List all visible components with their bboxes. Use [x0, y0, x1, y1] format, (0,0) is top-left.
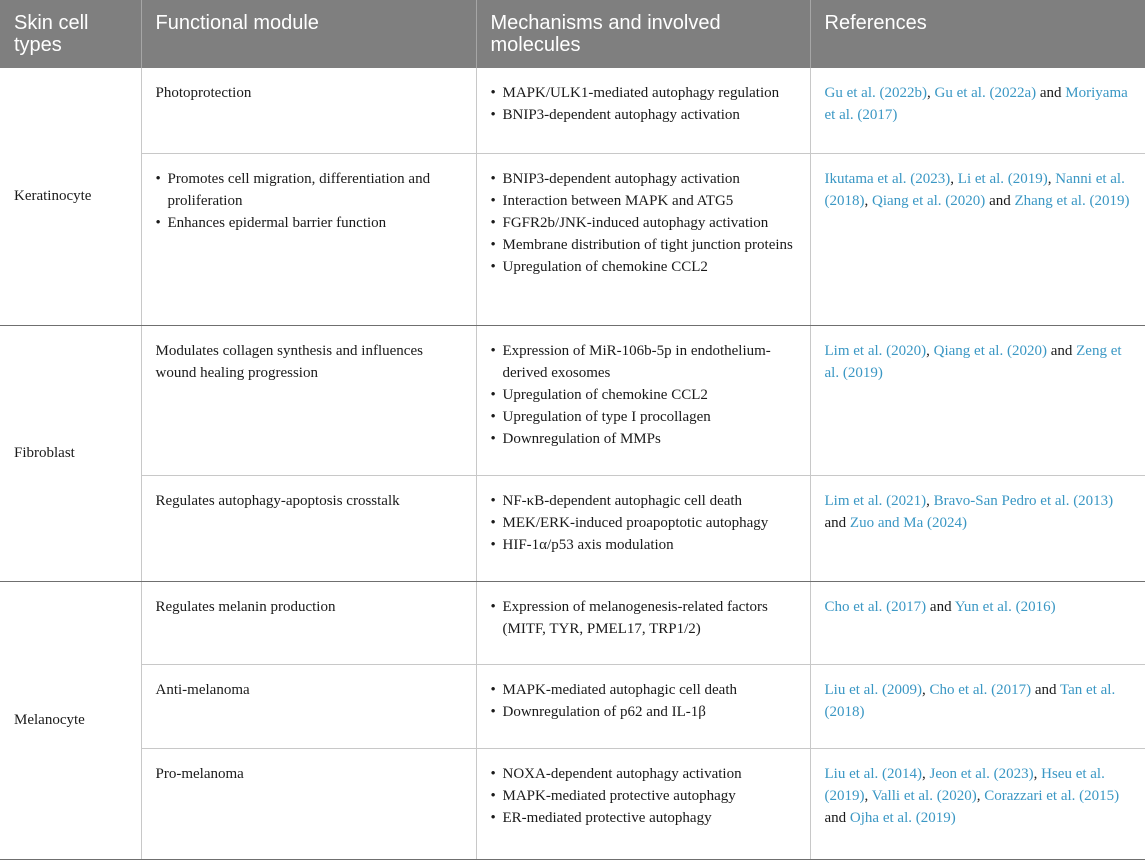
header-functional-module: Functional module [141, 0, 476, 68]
functional-module-cell [141, 475, 476, 581]
mechanism-item: • BNIP3-dependent autophagy activation [491, 104, 796, 126]
reference-link[interactable]: Corazzari et al. (2015) [984, 787, 1120, 804]
reference-separator: , [926, 492, 934, 509]
mechanism-item: • Upregulation of chemokine CCL2 [491, 384, 796, 406]
functional-module-cell [141, 325, 476, 475]
mechanisms-cell [476, 325, 810, 475]
reference-link[interactable]: Qiang et al. (2020) [933, 342, 1047, 359]
references-cell [810, 581, 1145, 664]
table-row [0, 153, 1145, 325]
mechanisms-cell [476, 748, 810, 859]
mechanism-list [491, 679, 796, 723]
table-row [0, 475, 1145, 581]
reference-separator: and [1031, 681, 1061, 698]
reference-link[interactable]: Ojha et al. (2019) [849, 809, 956, 826]
reference-link[interactable]: Yun et al. (2016) [954, 598, 1056, 615]
table-row [0, 581, 1145, 664]
mechanism-list [491, 763, 796, 829]
table-row [0, 68, 1145, 153]
mechanism-item: • FGFR2b/JNK-induced autophagy activation [491, 212, 796, 234]
table-body [0, 68, 1145, 859]
reference-separator: , [926, 85, 935, 101]
module-item: • Promotes cell migration, differentiation and proliferation [156, 168, 462, 212]
mechanism-item: • Downregulation of MMPs [491, 428, 796, 450]
reference-separator: , [921, 681, 930, 698]
reference-link[interactable]: Lim et al. (2020) [824, 342, 927, 359]
module-text: Anti-melanoma [155, 681, 250, 698]
mechanism-item: • NF-κB-dependent autophagic cell death [491, 490, 796, 512]
mechanism-list [491, 168, 796, 278]
reference-link[interactable]: Li et al. (2019) [957, 170, 1048, 187]
functional-module-cell [141, 581, 476, 664]
reference-separator: and [1036, 85, 1066, 101]
reference-link[interactable]: Nanni et al. (2018) [824, 170, 1125, 209]
references-cell [810, 68, 1145, 153]
mechanism-item: • MAPK/ULK1-mediated autophagy regulation [491, 82, 796, 104]
mechanisms-cell [476, 68, 810, 153]
reference-link[interactable]: Jeon et al. (2023) [929, 765, 1034, 782]
reference-link[interactable]: Valli et al. (2020) [871, 787, 977, 804]
mechanism-item: • NOXA-dependent autophagy activation [491, 763, 796, 785]
reference-link[interactable]: Tan et al. (2018) [824, 681, 1116, 720]
functional-module-cell [141, 153, 476, 325]
header-references: References [810, 0, 1145, 68]
reference-separator: , [926, 342, 934, 359]
reference-separator: and [824, 514, 850, 531]
reference-link[interactable]: Qiang et al. (2020) [872, 192, 986, 209]
functional-module-cell [141, 748, 476, 859]
mechanisms-cell [476, 581, 810, 664]
table-row [0, 325, 1145, 475]
reference-link[interactable]: Ikutama et al. (2023) [824, 170, 951, 187]
reference-link[interactable]: Gu et al. (2022b) [824, 85, 927, 101]
reference-separator: , [1033, 765, 1042, 782]
mechanism-item: • HIF-1α/p53 axis modulation [491, 534, 796, 556]
mechanism-item: • Upregulation of type I procollagen [491, 406, 796, 428]
table-row [0, 748, 1145, 859]
mechanism-item: • Expression of melanogenesis-related factors (MITF, TYR, PMEL17, TRP1/2) [491, 596, 796, 640]
reference-separator: and [1046, 342, 1077, 359]
table-row [0, 664, 1145, 748]
reference-separator: , [864, 192, 872, 209]
reference-link[interactable]: Bravo-San Pedro et al. (2013) [933, 492, 1114, 509]
reference-separator: and [985, 192, 1015, 209]
references-cell [810, 325, 1145, 475]
reference-link[interactable]: Hseu et al. (2019) [824, 765, 1105, 804]
header-skin-cell-types: Skin cell types [0, 0, 141, 68]
mechanism-item: • Upregulation of chemokine CCL2 [491, 256, 796, 278]
reference-link[interactable]: Zhang et al. (2019) [1014, 192, 1130, 209]
reference-separator: , [1047, 170, 1056, 187]
header-mechanisms: Mechanisms and involved molecules [476, 0, 810, 68]
mechanism-item: • MAPK-mediated autophagic cell death [491, 679, 796, 701]
reference-separator: and [926, 598, 955, 615]
mechanism-item: • Downregulation of p62 and IL-1β [491, 701, 796, 723]
module-text: Regulates autophagy-apoptosis crosstalk [155, 492, 400, 509]
mechanism-list [491, 82, 796, 126]
references-cell [810, 664, 1145, 748]
reference-separator: , [921, 765, 930, 782]
functional-module-cell [141, 68, 476, 153]
mechanism-item: • MEK/ERK-induced proapoptotic autophagy [491, 512, 796, 534]
reference-link[interactable]: Zeng et al. (2019) [824, 342, 1122, 381]
references-cell [810, 748, 1145, 859]
reference-link[interactable]: Liu et al. (2009) [824, 681, 922, 698]
mechanism-item: • Interaction between MAPK and ATG5 [491, 190, 796, 212]
module-text: Photoprotection [155, 85, 252, 101]
mechanism-item: • Expression of MiR-106b-5p in endothelium-derived exosomes [491, 340, 796, 384]
mechanism-item: • ER-mediated protective autophagy [491, 807, 796, 829]
mechanism-list [491, 490, 796, 556]
reference-separator: and [824, 809, 850, 826]
module-list [156, 168, 462, 234]
reference-separator: , [976, 787, 985, 804]
reference-link[interactable]: Lim et al. (2021) [824, 492, 927, 509]
module-item: • Enhances epidermal barrier function [156, 212, 462, 234]
mechanism-list [491, 340, 796, 450]
reference-link[interactable]: Liu et al. (2014) [824, 765, 922, 782]
reference-separator: , [950, 170, 958, 187]
functional-module-cell [141, 664, 476, 748]
cell-type-fibroblast: Fibroblast [0, 325, 141, 581]
mechanisms-cell [476, 153, 810, 325]
header-row [0, 0, 1145, 68]
reference-link[interactable]: Gu et al. (2022a) [934, 85, 1037, 101]
reference-link[interactable]: Cho et al. (2017) [824, 598, 927, 615]
references-cell [810, 475, 1145, 581]
module-text: Modulates collagen synthesis and influences wound healing progression [155, 342, 423, 381]
reference-link[interactable]: Zuo and Ma (2024) [849, 514, 967, 531]
reference-link[interactable]: Moriyama et al. (2017) [824, 85, 1128, 123]
cell-type-melanocyte: Melanocyte [0, 581, 141, 859]
reference-separator: , [864, 787, 872, 804]
mechanism-item: • BNIP3-dependent autophagy activation [491, 168, 796, 190]
mechanism-item: • Membrane distribution of tight junction proteins [491, 234, 796, 256]
mechanisms-cell [476, 475, 810, 581]
reference-link[interactable]: Cho et al. (2017) [929, 681, 1032, 698]
mechanism-list [491, 596, 796, 640]
mechanisms-cell [476, 664, 810, 748]
cell-type-keratinocyte: Keratinocyte [0, 68, 141, 325]
module-text: Pro-melanoma [155, 765, 244, 782]
mechanism-item: • MAPK-mediated protective autophagy [491, 785, 796, 807]
module-text: Regulates melanin production [155, 598, 336, 615]
references-cell [810, 153, 1145, 325]
